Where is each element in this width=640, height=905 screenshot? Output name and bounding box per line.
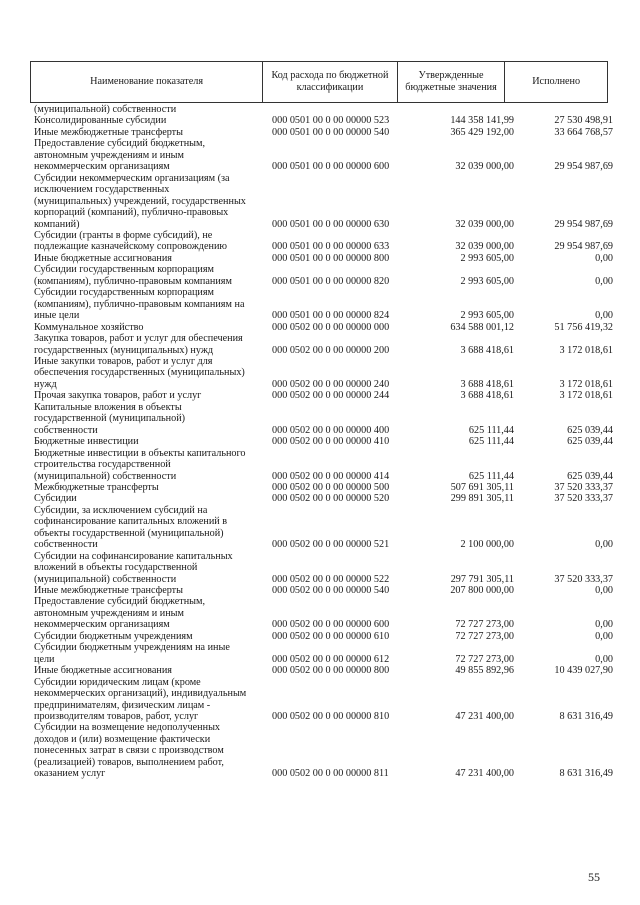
row-name: Бюджетные инвестиции в объекты капитального строительства государственной (муниципальной) собственности — [34, 447, 246, 482]
row-executed: 0,00 — [595, 630, 613, 642]
row-approved: 32 039 000,00 — [455, 241, 514, 253]
table-row — [34, 448, 614, 482]
table-row — [34, 253, 614, 264]
table-row — [34, 596, 614, 630]
row-code: 000 0502 00 0 00 00000 540 — [272, 585, 390, 597]
row-approved: 297 791 305,11 — [450, 573, 514, 585]
table-row — [34, 230, 614, 253]
row-name: (муниципальной) собственности — [34, 104, 177, 115]
table-row — [34, 173, 614, 230]
row-executed: 0,00 — [595, 539, 613, 551]
row-executed: 8 631 316,49 — [559, 711, 613, 723]
row-executed: 3 172 018,61 — [559, 344, 613, 356]
table-body — [34, 104, 614, 780]
row-approved: 3 688 418,61 — [460, 390, 514, 402]
row-approved: 49 855 892,96 — [455, 665, 514, 677]
row-approved: 625 111,44 — [468, 470, 514, 482]
row-name: Закупка товаров, работ и услуг для обеспечения государственных (муниципальных) нужд — [34, 333, 243, 356]
row-executed: 29 954 987,69 — [554, 218, 613, 230]
row-name: Субсидии на софинансирование капитальных вложений в объекты государственной (муниципальной) собственности — [34, 550, 233, 585]
row-name: Иные бюджетные ассигнования — [34, 665, 172, 677]
row-approved: 47 231 400,00 — [455, 768, 514, 780]
row-approved: 625 111,44 — [468, 436, 514, 448]
row-approved: 207 800 000,00 — [450, 585, 514, 597]
row-name: Коммунальное хозяйство — [34, 321, 144, 333]
row-code: 000 0501 00 0 00 00000 630 — [272, 218, 390, 230]
row-executed: 3 172 018,61 — [559, 378, 613, 390]
row-approved: 2 993 605,00 — [460, 252, 514, 264]
row-code — [270, 104, 410, 115]
row-code: 000 0501 00 0 00 00000 523 — [272, 115, 390, 127]
row-code: 000 0502 00 0 00 00000 414 — [272, 470, 390, 482]
table-row — [34, 333, 614, 356]
row-executed: 0,00 — [595, 585, 613, 597]
row-code: 000 0502 00 0 00 00000 000 — [272, 321, 390, 333]
row-name: Иные межбюджетные трансферты — [34, 585, 183, 597]
row-name: Субсидии (гранты в форме субсидий), не подлежащие казначейскому сопровождению — [34, 229, 228, 253]
row-executed: 29 954 987,69 — [554, 161, 613, 173]
row-code: 000 0502 00 0 00 00000 240 — [272, 378, 390, 390]
row-name: Предоставление субсидий бюджетным, автономным учреждениям и иным некоммерческим организациям — [34, 138, 206, 173]
row-name: Субсидии государственным корпорациям (компаниям), публично-правовым компаниям на иные цели — [34, 287, 245, 322]
row-approved: 72 727 273,00 — [455, 619, 514, 631]
table-row — [34, 138, 614, 172]
row-name: Субсидии некоммерческим организациям (за исключением государственных (муниципальных) учреждений, государственных корпораций (компаний), публично-правовых компаний) — [34, 172, 246, 230]
row-executed: 625 039,44 — [567, 424, 613, 436]
row-approved: 3 688 418,61 — [460, 344, 514, 356]
row-code: 000 0502 00 0 00 00000 521 — [272, 539, 390, 551]
row-executed: 0,00 — [595, 653, 613, 665]
row-executed: 3 172 018,61 — [559, 390, 613, 402]
row-code: 000 0502 00 0 00 00000 810 — [272, 711, 390, 723]
table-row — [34, 722, 614, 779]
row-code: 000 0501 00 0 00 00000 600 — [272, 161, 390, 173]
row-approved: 32 039 000,00 — [455, 218, 514, 230]
header-name: Наименование показателя — [31, 62, 263, 102]
row-name: Прочая закупка товаров, работ и услуг — [34, 390, 202, 402]
row-executed: 29 954 987,69 — [554, 241, 613, 253]
row-name: Межбюджетные трансферты — [34, 481, 159, 493]
table-row — [34, 505, 614, 551]
row-executed: 37 520 333,37 — [554, 493, 613, 505]
row-executed: 0,00 — [595, 275, 613, 287]
row-approved: 72 727 273,00 — [455, 653, 514, 665]
table-row — [34, 104, 614, 115]
table-row — [34, 642, 614, 665]
row-name: Субсидии бюджетным учреждениям на иные цели — [34, 642, 230, 665]
header-executed: Исполнено — [532, 76, 581, 87]
row-name: Иные бюджетные ассигнования — [34, 252, 172, 264]
row-code: 000 0502 00 0 00 00000 520 — [272, 493, 390, 505]
row-code: 000 0502 00 0 00 00000 522 — [272, 573, 390, 585]
row-name: Субсидии бюджетным учреждениям — [34, 630, 193, 642]
row-approved: 3 688 418,61 — [460, 378, 514, 390]
table-row — [34, 264, 614, 287]
row-executed: 0,00 — [595, 619, 613, 631]
row-name: Иные межбюджетные трансферты — [34, 126, 183, 138]
row-executed: 37 520 333,37 — [554, 573, 613, 585]
row-name: Субсидии — [34, 493, 77, 505]
row-approved: 32 039 000,00 — [455, 161, 514, 173]
table-row — [34, 390, 614, 401]
row-executed: 0,00 — [595, 310, 613, 322]
table-row — [34, 402, 614, 436]
row-approved: 299 891 305,11 — [450, 493, 514, 505]
table-row — [34, 493, 614, 504]
row-approved: 625 111,44 — [468, 424, 514, 436]
row-code: 000 0502 00 0 00 00000 200 — [272, 344, 390, 356]
row-name: Бюджетные инвестиции — [34, 436, 139, 448]
row-executed: 10 439 027,90 — [554, 665, 613, 677]
table-row — [34, 665, 614, 676]
row-name: Капитальные вложения в объекты государственной (муниципальной) собственности — [34, 401, 186, 436]
table-row — [34, 356, 614, 390]
row-code: 000 0502 00 0 00 00000 500 — [272, 481, 390, 493]
row-code: 000 0501 00 0 00 00000 633 — [272, 241, 390, 253]
row-approved: 2 993 605,00 — [460, 310, 514, 322]
header-approved: Утвержденные бюджетные значения — [398, 62, 506, 102]
row-code: 000 0502 00 0 00 00000 800 — [272, 665, 390, 677]
table-row — [34, 482, 614, 493]
row-executed: 27 530 498,91 — [554, 115, 613, 127]
row-approved — [410, 104, 514, 115]
table-row — [34, 585, 614, 596]
row-executed — [514, 104, 613, 115]
row-code: 000 0502 00 0 00 00000 400 — [272, 424, 390, 436]
row-executed: 33 664 768,57 — [554, 126, 613, 138]
row-code: 000 0501 00 0 00 00000 800 — [272, 252, 390, 264]
row-name: Субсидии государственным корпорациям (компаниям), публично-правовым компаниям — [34, 264, 232, 287]
table-row — [34, 287, 614, 321]
row-executed: 37 520 333,37 — [554, 481, 613, 493]
row-name: Субсидии на возмещение недополученных доходов и (или) возмещение фактически понесенных затрат в связи с производством (реализацией) товаров, выполнением работ, оказанием услуг — [34, 722, 224, 780]
row-code: 000 0502 00 0 00 00000 600 — [272, 619, 390, 631]
header-code: Код расхода по бюджетной классификации — [263, 62, 398, 102]
table-row — [34, 127, 614, 138]
page-number: 55 — [588, 870, 600, 884]
row-executed: 625 039,44 — [567, 470, 613, 482]
table-row — [34, 436, 614, 447]
table-row — [34, 551, 614, 585]
row-approved: 2 993 605,00 — [460, 275, 514, 287]
table-row — [34, 115, 614, 126]
row-code: 000 0502 00 0 00 00000 410 — [272, 436, 390, 448]
row-name: Консолидированные субсидии — [34, 115, 167, 127]
row-approved: 365 429 192,00 — [450, 126, 514, 138]
row-name: Иные закупки товаров, работ и услуг для обеспечения государственных (муниципальных) нужд — [34, 355, 245, 390]
row-executed: 625 039,44 — [567, 436, 613, 448]
table-header — [30, 61, 608, 103]
row-approved: 634 588 001,12 — [450, 321, 514, 333]
row-approved: 144 358 141,99 — [450, 115, 514, 127]
row-code: 000 0501 00 0 00 00000 540 — [272, 126, 390, 138]
row-executed: 0,00 — [595, 252, 613, 264]
row-executed: 51 756 419,32 — [554, 321, 613, 333]
table-row — [34, 631, 614, 642]
row-code: 000 0502 00 0 00 00000 612 — [272, 653, 390, 665]
row-name: Субсидии юридическим лицам (кроме некоммерческих организаций), индивидуальным предпринимателям, физическим лицам - производителям товаров, работ, услуг — [34, 676, 247, 723]
row-approved: 507 691 305,11 — [450, 481, 514, 493]
row-executed: 8 631 316,49 — [559, 768, 613, 780]
row-name: Предоставление субсидий бюджетным, автономным учреждениям и иным некоммерческим организациям — [34, 596, 206, 631]
row-code: 000 0501 00 0 00 00000 824 — [272, 310, 390, 322]
row-code: 000 0502 00 0 00 00000 610 — [272, 630, 390, 642]
row-name: Субсидии, за исключением субсидий на софинансирование капитальных вложений в объекты государственной (муниципальной) собственности — [34, 504, 228, 551]
row-code: 000 0501 00 0 00 00000 820 — [272, 275, 390, 287]
row-approved: 2 100 000,00 — [460, 539, 514, 551]
table-row — [34, 677, 614, 723]
table-row — [34, 322, 614, 333]
row-code: 000 0502 00 0 00 00000 244 — [272, 390, 390, 402]
row-code: 000 0502 00 0 00 00000 811 — [272, 768, 389, 780]
row-approved: 47 231 400,00 — [455, 711, 514, 723]
row-approved: 72 727 273,00 — [455, 630, 514, 642]
